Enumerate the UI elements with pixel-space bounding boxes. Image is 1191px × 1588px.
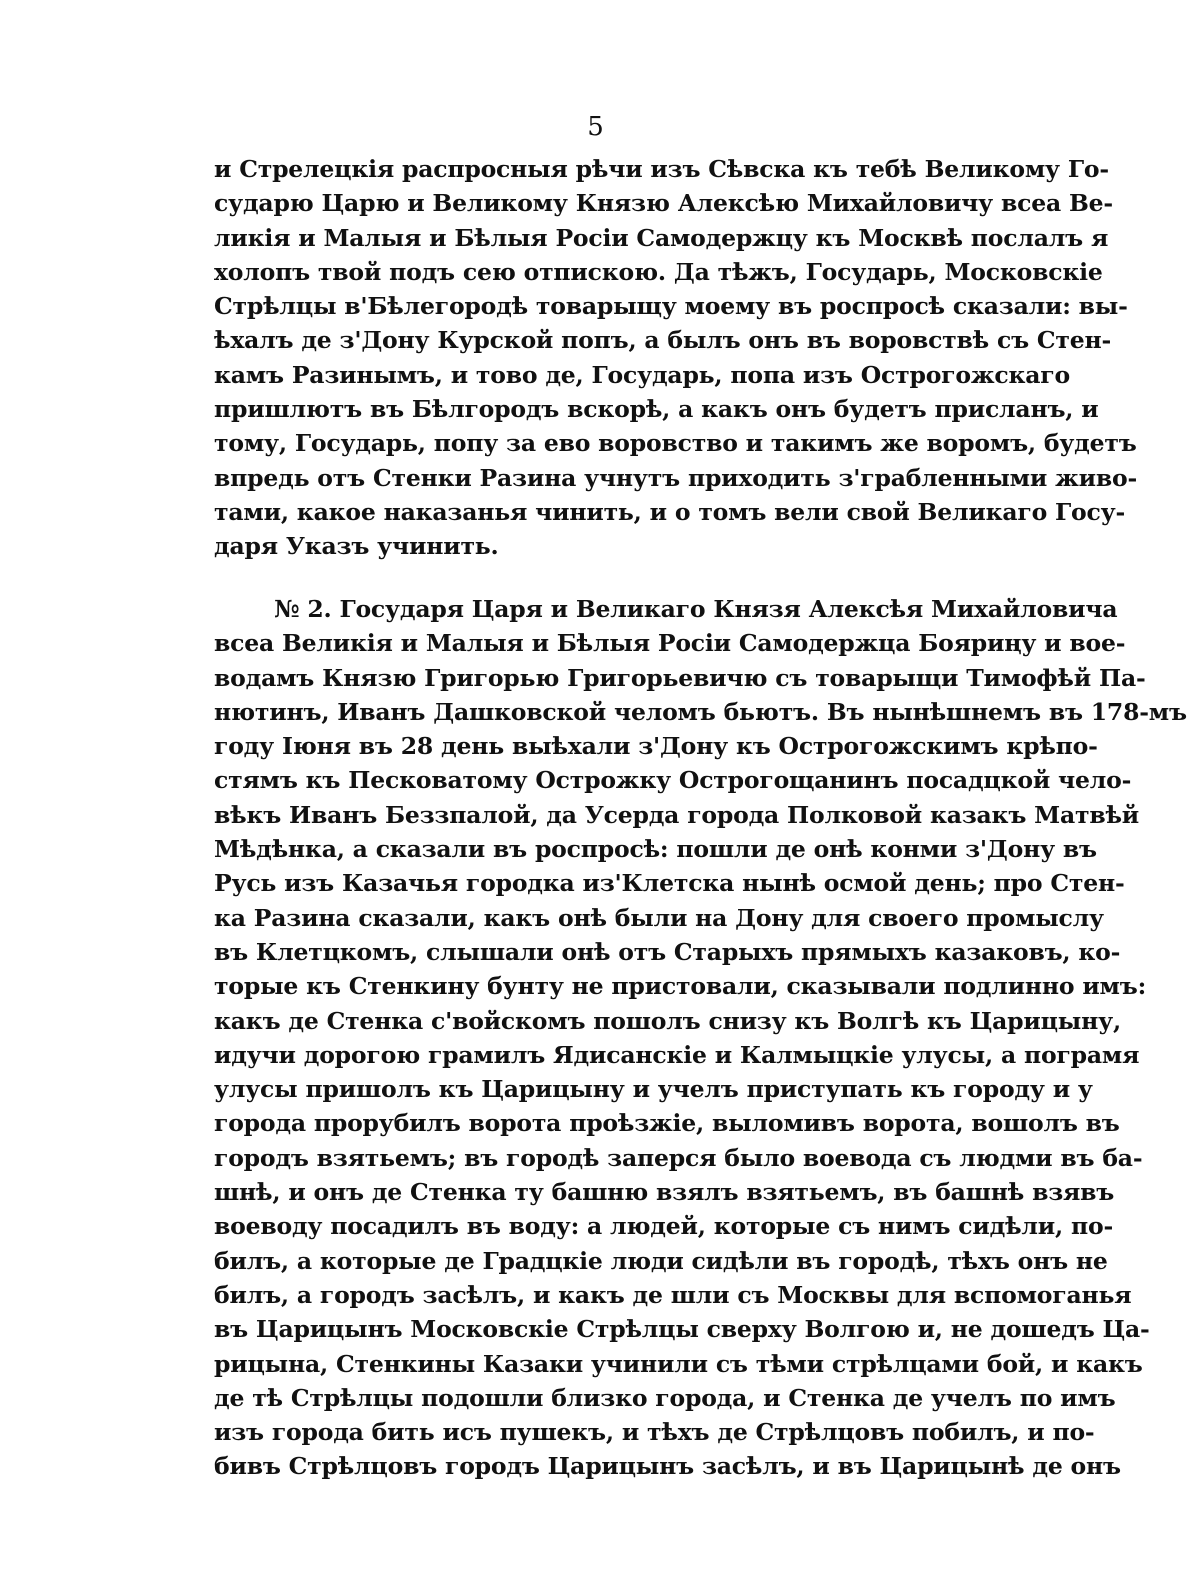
text-line: идучи дорогою грамилъ Ядисанскіе и Калмыцкіе улусы, а пограмя xyxy=(214,1040,1140,1069)
text-line: водамъ Князю Григорью Григорьевичю съ товарыщи Тимофѣй Па- xyxy=(214,663,1146,692)
text-line: рицына, Стенкины Казаки учинили съ тѣми стрѣлцами бой, и какъ xyxy=(214,1349,1143,1378)
text-line: тому, Государь, попу за ево воровство и такимъ же воромъ, будетъ xyxy=(214,429,1137,458)
text-line: въ Царицынъ Московскіе Стрѣлцы сверху Волгою и, не дошедъ Ца- xyxy=(214,1315,1150,1344)
paragraph-2 xyxy=(214,592,1187,1484)
text-line: камъ Разинымъ, и тово де, Государь, попа изъ Острогожскаго xyxy=(214,360,1070,389)
text-line: вѣкъ Иванъ Беззпалой, да Усерда города Полковой казакъ Матвѣй xyxy=(214,800,1140,829)
text-line: сударю Царю и Великому Князю Алексѣю Михайловичу всеа Ве- xyxy=(214,189,1113,218)
text-line: какъ де Стенка с'войскомъ пошолъ снизу къ Волгѣ къ Царицыну, xyxy=(214,1006,1121,1035)
text-line: воеводу посадилъ въ воду: а людей, которые съ нимъ сидѣли, по- xyxy=(214,1212,1113,1241)
text-line: ликія и Малыя и Бѣлыя Росіи Самодержцу къ Москвѣ послалъ я xyxy=(214,223,1109,252)
text-line: билъ, а городъ засѣлъ, и какъ де шли съ Москвы для вспомоганья xyxy=(214,1280,1132,1309)
text-line: всеа Великія и Малыя и Бѣлыя Росіи Самодержца Бояриңу и вое- xyxy=(214,629,1126,658)
text-line: пришлютъ въ Бѣлгородъ вскорѣ, а какъ онъ будетъ присланъ, и xyxy=(214,395,1099,424)
page-number: 5 xyxy=(587,112,604,142)
text-line: тами, какое наказанья чинить, и о томъ вели свой Великаго Госу- xyxy=(214,497,1126,526)
text-line: стямъ къ Песковатому Острожку Острогощанинъ посадцкой чело- xyxy=(214,766,1132,795)
text-line: де тѣ Стрѣлцы подошли близко города, и Стенка де учелъ по имъ xyxy=(214,1383,1116,1412)
text-line: ка Разина сказали, какъ онѣ были на Дону для своего промыслу xyxy=(214,903,1104,932)
text-line: шнѣ, и онъ де Стенка ту башню взялъ взятьемъ, въ башнѣ взявъ xyxy=(214,1178,1115,1207)
text-line: ѣхалъ де з'Дону Курской попъ, а былъ онъ въ воровствѣ съ Стен- xyxy=(214,326,1112,355)
text-line: № 2. Государя Царя и Великаго Князя Алексѣя Михайловича xyxy=(274,595,1118,623)
text-line: даря Указъ учинить. xyxy=(214,532,499,561)
text-line: въ Клетцкомъ, слышали онѣ отъ Старыхъ прямыхъ казаковъ, ко- xyxy=(214,937,1121,966)
text-line: впредь отъ Стенки Разина учнутъ приходить з'грабленными живо- xyxy=(214,463,1138,492)
text-line: городъ взятьемъ; въ городѣ заперся было воевода съ людми въ ба- xyxy=(214,1143,1143,1172)
text-line: холопъ твой подъ сею отпискою. Да тѣжъ, Государь, Московскіе xyxy=(214,257,1103,286)
text-line: торые къ Стенкину бунту не пристовали, сказывали подлинно имъ: xyxy=(214,972,1147,1001)
text-line: города прорубилъ ворота проѣзжіе, выломивъ ворота, вошолъ въ xyxy=(214,1109,1120,1138)
text-line: Стрѣлцы в'Бѣлегородѣ товарыщу моему въ роспросѣ сказали: вы- xyxy=(214,292,1128,321)
paragraph-1 xyxy=(214,152,1138,564)
text-line: билъ, а которые де Градцкіе люди сидѣли въ городѣ, тѣхъ онъ не xyxy=(214,1246,1108,1275)
text-line: Мѣдѣнка, а сказали въ роспросѣ: пошли де онѣ конми з'Дону въ xyxy=(214,835,1097,864)
text-line: бивъ Стрѣлцовъ городъ Царицынъ засѣлъ, и въ Царицынѣ де онъ xyxy=(214,1452,1121,1481)
text-line: изъ города бить исъ пушекъ, и тѣхъ де Стрѣлцовъ побилъ, и по- xyxy=(214,1418,1095,1447)
text-line: улусы пришолъ къ Царицыну и учелъ приступать къ городу и у xyxy=(214,1075,1093,1104)
text-line: году Іюня въ 28 день выѣхали з'Дону къ Острогожскимъ крѣпо- xyxy=(214,732,1098,761)
text-line: Русь изъ Казачья городка из'Клетска нынѣ осмой день; про Стен- xyxy=(214,869,1125,898)
text-line: и Стрелецкія распросныя рѣчи изъ Сѣвска къ тебѣ Великому Го- xyxy=(214,155,1109,183)
text-line: нютинъ, Иванъ Дашковской челомъ бьютъ. Въ нынѣшнемъ въ 178-мъ xyxy=(214,697,1187,726)
